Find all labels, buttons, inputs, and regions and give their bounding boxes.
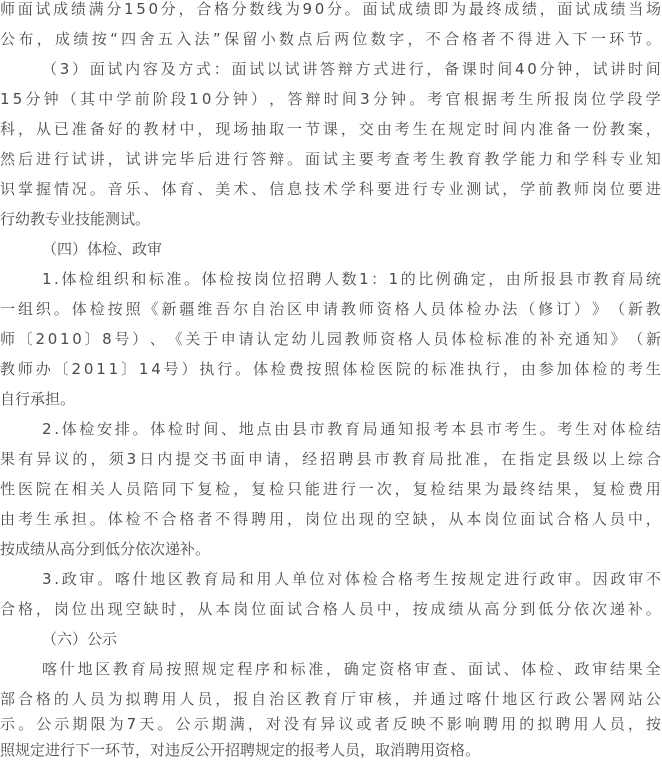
text-line: 示 。 公 示 期 限 为 7 天 。 公 示 期 满 ， 对 没 有 异 议 或 者 反 映 不 影 响 聘 用 的 拟 聘 用 人 员 ， 按 xyxy=(0,715,661,733)
text-line: 照规定进行下一环节，对违反公开招聘规定的报考人员，取消聘用资格。 xyxy=(0,741,481,759)
text-line: 公 布 ， 成 绩 按 “ 四 舍 五 入 法 ” 保 留 小 数 点 后 两 位 数 字 ， 不 合 格 者 不 得 进 入 下 一 环 节 。 xyxy=(0,30,661,48)
text-line: 识 掌 握 情 况 。 音 乐 、 体 育 、 美 术 、 信 息 技 术 学 科 要 进 行 专 业 测 试 ， 学 前 教 师 岗 位 要 进 xyxy=(0,180,661,198)
text-line: 师 面 试 成 绩 满 分 1 5 0 分 ， 合 格 分 数 线 为 9 0 分 。 面 试 成 绩 即 为 最 终 成 绩 ， 面 试 成 绩 当 场 xyxy=(0,0,661,18)
text-line: 部 合 格 的 人 员 为 拟 聘 用 人 员 ， 报 自 治 区 教 育 厅 审 核 ， 并 通 过 喀 什 地 区 行 政 公 署 网 站 公 xyxy=(0,690,661,708)
text-line: 性 医 院 在 相 关 人 员 陪 同 下 复 检 ， 复 检 只 能 进 行 一 次 ， 复 检 结 果 为 最 终 结 果 ， 复 检 费 用 xyxy=(0,480,661,498)
text-line: 果 有 异 议 的 ， 须 3 日 内 提 交 书 面 申 请 ， 经 招 聘 县 市 教 育 局 批 准 ， 在 指 定 县 级 以 上 综 合 xyxy=(0,450,661,468)
text-line: 师 〔 2 0 1 0 〕 8 号 ） 、 《 关 于 申 请 认 定 幼 儿 园 教 师 资 格 人 员 体 检 标 准 的 补 充 通 知 》 （ 新 xyxy=(0,330,661,348)
text-line: 1 5 分 钟 （ 其 中 学 前 阶 段 1 0 分 钟 ） ， 答 辩 时 间 3 分 钟 。 考 官 根 据 考 生 所 报 岗 位 学 段 学 xyxy=(0,90,661,108)
text-line: 然 后 进 行 试 讲 ， 试 讲 完 毕 后 进 行 答 辩 。 面 试 主 要 考 查 考 生 教 育 教 学 能 力 和 学 科 专 业 知 xyxy=(0,150,661,168)
text-line: 喀 什 地 区 教 育 局 按 照 规 定 程 序 和 标 准 ， 确 定 资 格 审 查 、 面 试 、 体 检 、 政 审 结 果 全 xyxy=(42,660,661,678)
text-line: 教 师 办 〔 2 0 1 1 〕 1 4 号 ） 执 行 。 体 检 费 按 照 体 检 医 院 的 标 准 执 行 ， 由 参 加 体 检 的 考 生 xyxy=(0,360,661,378)
text-line: 由 考 生 承 担 。 体 检 不 合 格 者 不 得 聘 用 ， 岗 位 出 现 的 空 缺 ， 从 本 岗 位 面 试 合 格 人 员 中 ， xyxy=(0,510,661,528)
text-line: 科 ， 从 已 准 备 好 的 教 材 中 ， 现 场 抽 取 一 节 课 ， 交 由 考 生 在 规 定 时 间 内 准 备 一 份 教 案 ， xyxy=(0,120,661,138)
text-line: 1 . 体 检 组 织 和 标 准 。 体 检 按 岗 位 招 聘 人 数 1 ： 1 的 比 例 确 定 ， 由 所 报 县 市 教 育 局 统 xyxy=(42,270,661,288)
text-line: （ 3 ） 面 试 内 容 及 方 式 ： 面 试 以 试 讲 答 辩 方 式 进 行 ， 备 课 时 间 4 0 分 钟 ， 试 讲 时 间 xyxy=(42,60,661,78)
text-line: 一 组 织 。 体 检 按 照 《 新 疆 维 吾 尔 自 治 区 申 请 教 师 资 格 人 员 体 检 办 法 （ 修 订 ） 》 （ 新 教 xyxy=(0,300,661,318)
text-line: 2 . 体 检 安 排 。 体 检 时 间 、 地 点 由 县 市 教 育 局 通 知 报 考 本 县 市 考 生 。 考 生 对 体 检 结 xyxy=(42,420,661,438)
text-line: 行幼教专业技能测试。 xyxy=(0,210,151,228)
text-line: 按成绩从高分到低分依次递补。 xyxy=(0,540,211,558)
section-heading: （六）公示 xyxy=(42,630,118,648)
text-line: 自行承担。 xyxy=(0,390,76,408)
text-line: 3 . 政 审 。 喀 什 地 区 教 育 局 和 用 人 单 位 对 体 检 合 格 考 生 按 规 定 进 行 政 审 。 因 政 审 不 xyxy=(42,570,661,588)
text-line: 合 格 ， 岗 位 出 现 空 缺 时 ， 从 本 岗 位 面 试 合 格 人 员 中 ， 按 成 绩 从 高 分 到 低 分 依 次 递 补 。 xyxy=(0,600,661,618)
section-heading: （四）体检、政审 xyxy=(42,240,163,258)
